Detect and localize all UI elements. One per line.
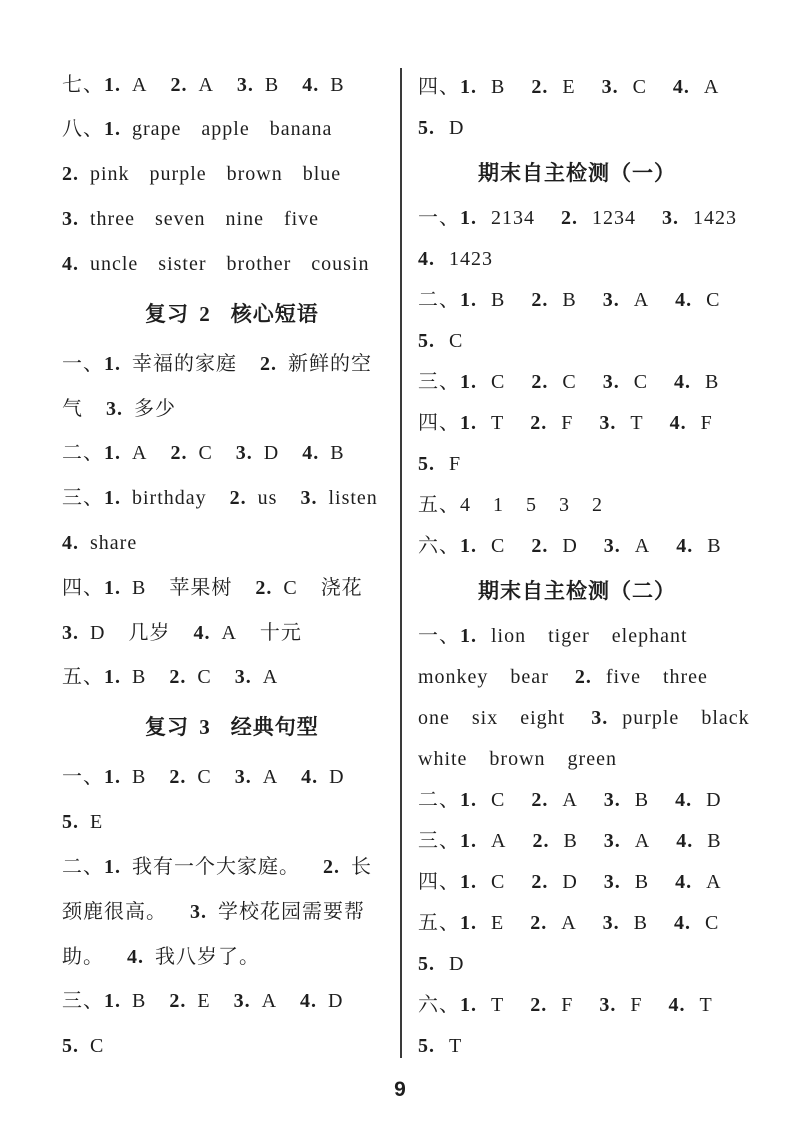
answer-text: F xyxy=(449,452,462,475)
item-number: 4. xyxy=(675,788,693,811)
section-heading xyxy=(418,567,798,616)
answer-text: B xyxy=(132,666,147,689)
answer-text: B xyxy=(132,990,147,1013)
section-heading xyxy=(62,700,398,755)
item-number: 5. xyxy=(418,452,435,475)
answer-text: monkey bear xyxy=(418,665,549,688)
answer-line xyxy=(62,979,398,1024)
answer-line xyxy=(418,780,798,821)
item-number: 3. xyxy=(62,207,79,230)
left-column xyxy=(62,63,398,1069)
item-number: 4. xyxy=(302,73,320,96)
answer-text: five three xyxy=(605,665,708,688)
answer-line xyxy=(62,431,398,476)
answer-text: 我八岁了。 xyxy=(155,945,260,968)
answer-line xyxy=(418,239,798,280)
answer-line xyxy=(62,242,398,287)
item-number: 3. xyxy=(300,487,318,510)
item-number: 2. xyxy=(260,352,277,375)
item-number: 5. xyxy=(62,811,79,834)
answer-line xyxy=(418,698,798,739)
answer-line xyxy=(62,387,398,432)
answer-line xyxy=(418,657,798,698)
item-number: 3. xyxy=(62,621,79,644)
answer-text: A xyxy=(633,288,650,311)
item-number: 3. xyxy=(603,829,621,852)
answer-text: T xyxy=(449,1034,463,1057)
answer-text: B xyxy=(705,370,720,393)
item-number: 4. xyxy=(675,288,693,311)
item-number: 3. xyxy=(106,397,123,420)
answer-text: pink purple brown blue xyxy=(90,163,342,186)
answer-text: us xyxy=(257,487,278,510)
item-number: 5. xyxy=(62,1035,79,1058)
answer-line xyxy=(418,321,798,362)
item-number: 1. xyxy=(104,118,121,141)
answer-text: 新鲜的空 xyxy=(288,352,372,375)
item-number: 1. xyxy=(460,788,477,811)
item-number: 1. xyxy=(460,870,477,893)
item-number: 4. xyxy=(127,945,144,968)
item-number: 3. xyxy=(603,788,621,811)
answer-text: C xyxy=(633,370,649,393)
answer-text: A xyxy=(703,75,720,98)
answer-text: B xyxy=(330,442,345,465)
question-label: 一、 xyxy=(62,352,104,375)
item-number: 2. xyxy=(229,487,247,510)
item-number: 2. xyxy=(531,788,549,811)
answer-text: 2134 xyxy=(491,206,535,229)
answer-line xyxy=(62,476,398,521)
item-number: 4. xyxy=(669,411,687,434)
item-number: 1. xyxy=(104,487,121,510)
item-number: 3. xyxy=(591,706,609,729)
answer-text: A xyxy=(132,73,148,96)
question-label: 三、 xyxy=(418,829,460,852)
item-number: 2. xyxy=(169,990,187,1013)
answer-text: listen xyxy=(328,487,378,510)
question-label: 一、 xyxy=(418,206,460,229)
answer-text: birthday xyxy=(132,487,207,510)
question-label: 五、 xyxy=(418,911,460,934)
item-number: 1. xyxy=(104,855,121,878)
answer-text: 苹果树 xyxy=(169,576,233,599)
item-number: 3. xyxy=(599,993,617,1016)
question-label: 六、 xyxy=(418,534,460,557)
answer-text: E xyxy=(491,911,505,934)
heading-title: 经典句型 xyxy=(230,715,319,740)
question-label: 五、 xyxy=(62,666,104,689)
item-number: 1. xyxy=(104,766,121,789)
answer-text: C xyxy=(632,75,647,98)
answer-text: D xyxy=(706,788,722,811)
answer-line xyxy=(418,444,798,485)
item-number: 1. xyxy=(460,411,477,434)
answer-line xyxy=(418,67,798,108)
answer-text: C xyxy=(705,911,720,934)
answer-line xyxy=(62,655,398,700)
answer-text: C xyxy=(706,288,721,311)
answer-text: B xyxy=(491,288,506,311)
item-number: 3. xyxy=(599,411,617,434)
answer-line xyxy=(62,611,398,656)
answer-text: share xyxy=(90,531,138,554)
answer-text: grape apple banana xyxy=(132,118,333,141)
answer-text: B xyxy=(491,75,506,98)
answer-text: one six eight xyxy=(418,706,566,729)
item-number: 3. xyxy=(602,288,620,311)
answer-line xyxy=(418,108,798,149)
answer-text: C xyxy=(491,788,506,811)
item-number: 4. xyxy=(674,370,692,393)
item-number: 1. xyxy=(104,666,121,689)
answer-text: lion tiger elephant xyxy=(491,624,688,647)
answer-text: white brown green xyxy=(418,747,617,770)
item-number: 3. xyxy=(602,370,620,393)
item-number: 1. xyxy=(460,75,477,98)
answer-text: 学校花园需要帮 xyxy=(218,900,365,923)
item-number: 2. xyxy=(531,534,549,557)
item-number: 4. xyxy=(676,534,694,557)
answer-line xyxy=(62,521,398,566)
column-divider xyxy=(400,68,402,1058)
answer-text: B xyxy=(132,766,147,789)
item-number: 2. xyxy=(530,911,548,934)
question-label: 五、 xyxy=(418,493,460,516)
answer-line xyxy=(418,198,798,239)
right-column xyxy=(418,67,798,1067)
item-number: 1. xyxy=(460,993,477,1016)
item-number: 3. xyxy=(602,911,620,934)
answer-line xyxy=(418,862,798,903)
answer-text: 颈鹿很高。 xyxy=(62,900,167,923)
answer-text: D xyxy=(329,766,345,789)
question-label: 二、 xyxy=(418,788,460,811)
answer-text: 长 xyxy=(351,855,372,878)
item-number: 4. xyxy=(193,621,211,644)
answer-text: D xyxy=(449,952,465,975)
item-number: 4. xyxy=(62,531,79,554)
answer-text: C xyxy=(491,534,506,557)
answer-text: A xyxy=(221,621,237,644)
item-number: 2. xyxy=(531,370,549,393)
answer-line xyxy=(62,755,398,800)
answer-line xyxy=(418,485,798,526)
item-number: 1. xyxy=(104,73,121,96)
answer-line xyxy=(62,890,398,935)
heading-title: 期末自主检测（二） xyxy=(478,578,676,603)
question-label: 三、 xyxy=(62,990,104,1013)
answer-text: T xyxy=(630,411,644,434)
item-number: 1. xyxy=(460,624,477,647)
answer-line xyxy=(418,616,798,657)
answer-text: C xyxy=(562,370,577,393)
item-number: 2. xyxy=(323,855,340,878)
item-number: 2. xyxy=(255,576,273,599)
answer-text: B xyxy=(562,288,577,311)
answer-line xyxy=(418,1026,798,1067)
item-number: 1. xyxy=(460,534,477,557)
answer-text: B xyxy=(132,576,147,599)
answer-text: T xyxy=(491,411,505,434)
question-label: 四、 xyxy=(418,75,460,98)
answer-text: D xyxy=(90,621,106,644)
answer-text: F xyxy=(700,411,713,434)
item-number: 2. xyxy=(169,766,187,789)
question-label: 二、 xyxy=(62,442,104,465)
item-number: 4. xyxy=(62,252,79,275)
question-label: 八、 xyxy=(62,118,104,141)
answer-line xyxy=(418,739,798,780)
item-number: 2. xyxy=(532,829,550,852)
question-label: 一、 xyxy=(418,624,460,647)
answer-text: 十元 xyxy=(259,621,302,644)
item-number: 4. xyxy=(672,75,690,98)
item-number: 4. xyxy=(668,993,686,1016)
answer-text: 1423 xyxy=(693,206,737,229)
answer-line xyxy=(418,280,798,321)
answer-text: A xyxy=(634,534,651,557)
question-label: 四、 xyxy=(62,576,104,599)
answer-text: E xyxy=(90,811,104,834)
item-number: 5. xyxy=(418,952,435,975)
answer-text: B xyxy=(707,534,722,557)
item-number: 5. xyxy=(418,329,435,352)
answer-line xyxy=(62,197,398,242)
answer-text: C xyxy=(197,666,212,689)
answer-text: C xyxy=(491,370,506,393)
answer-text: T xyxy=(491,993,505,1016)
answer-line xyxy=(62,845,398,890)
heading-title: 期末自主检测（一） xyxy=(478,160,676,185)
answer-text: A xyxy=(261,990,278,1013)
item-number: 1. xyxy=(104,990,121,1013)
item-number: 3. xyxy=(601,75,619,98)
answer-text: B xyxy=(330,73,345,96)
item-number: 3. xyxy=(233,990,251,1013)
item-number: 2. xyxy=(530,993,548,1016)
section-heading xyxy=(62,287,398,342)
answer-line xyxy=(418,403,798,444)
item-number: 1. xyxy=(460,829,477,852)
item-number: 3. xyxy=(235,442,253,465)
answer-text: B xyxy=(264,73,280,96)
answer-line xyxy=(418,362,798,403)
answer-line xyxy=(62,107,398,152)
question-label: 三、 xyxy=(418,370,460,393)
item-number: 3. xyxy=(234,766,252,789)
item-number: 4. xyxy=(301,766,319,789)
answer-text: F xyxy=(561,993,574,1016)
answer-text: A xyxy=(198,73,214,96)
answer-line xyxy=(62,342,398,387)
item-number: 1. xyxy=(104,352,121,375)
item-number: 2. xyxy=(531,75,549,98)
item-number: 2. xyxy=(62,163,79,186)
answer-text: A xyxy=(262,766,279,789)
item-number: 1. xyxy=(460,370,477,393)
question-label: 一、 xyxy=(62,766,104,789)
answer-text: F xyxy=(561,411,574,434)
answer-text: 幸福的家庭 xyxy=(132,352,237,375)
answer-text: B xyxy=(563,829,578,852)
answer-text: C xyxy=(449,329,464,352)
item-number: 2. xyxy=(170,73,188,96)
item-number: 3. xyxy=(236,73,254,96)
answer-line xyxy=(418,944,798,985)
answer-text: A xyxy=(706,870,722,893)
answer-line xyxy=(418,903,798,944)
answer-text: A xyxy=(132,442,148,465)
answer-line xyxy=(418,821,798,862)
answer-text: C xyxy=(90,1035,105,1058)
answer-text: C xyxy=(491,870,506,893)
answer-line xyxy=(62,935,398,980)
item-number: 4. xyxy=(675,870,693,893)
item-number: 5. xyxy=(418,1034,435,1057)
answer-text: B xyxy=(634,788,650,811)
answer-text: F xyxy=(630,993,643,1016)
answer-text: A xyxy=(634,829,651,852)
item-number: 2. xyxy=(530,411,548,434)
answer-text: D xyxy=(562,534,578,557)
answer-text: E xyxy=(562,75,576,98)
answer-text: purple black xyxy=(622,706,750,729)
answer-text: D xyxy=(328,990,344,1013)
item-number: 3. xyxy=(190,900,207,923)
answer-text: C xyxy=(197,766,212,789)
item-number: 2. xyxy=(574,665,592,688)
answer-text: 几岁 xyxy=(128,621,171,644)
item-number: 1. xyxy=(104,576,121,599)
answer-text: 1423 xyxy=(449,247,493,270)
heading-title: 核心短语 xyxy=(230,301,319,326)
answer-text: B xyxy=(707,829,722,852)
answer-text: 气 xyxy=(62,397,83,420)
item-number: 2. xyxy=(531,288,549,311)
answer-line xyxy=(62,566,398,611)
answer-text: A xyxy=(262,666,279,689)
item-number: 4. xyxy=(676,829,694,852)
answer-line xyxy=(62,152,398,197)
item-number: 1. xyxy=(460,288,477,311)
item-number: 4. xyxy=(418,247,435,270)
answer-text: 我有一个大家庭。 xyxy=(132,855,300,878)
question-label: 七、 xyxy=(62,73,104,96)
item-number: 3. xyxy=(662,206,679,229)
answer-line xyxy=(62,1024,398,1069)
item-number: 4. xyxy=(300,990,318,1013)
answer-text: D xyxy=(562,870,578,893)
question-label: 二、 xyxy=(62,855,104,878)
answer-line xyxy=(62,800,398,845)
answer-text: 1234 xyxy=(592,206,636,229)
item-number: 3. xyxy=(603,870,621,893)
question-label: 三、 xyxy=(62,487,104,510)
item-number: 3. xyxy=(603,534,621,557)
answer-line xyxy=(418,985,798,1026)
question-label: 二、 xyxy=(418,288,460,311)
item-number: 2. xyxy=(561,206,578,229)
answer-text: D xyxy=(449,116,465,139)
answer-text: 多少 xyxy=(134,397,176,420)
answer-text: C xyxy=(198,442,213,465)
item-number: 2. xyxy=(169,666,187,689)
answer-text: C xyxy=(283,576,298,599)
item-number: 3. xyxy=(234,666,252,689)
item-number: 1. xyxy=(104,442,121,465)
question-label: 四、 xyxy=(418,411,460,434)
answer-line xyxy=(418,526,798,567)
page-number: 9 xyxy=(394,1078,406,1101)
item-number: 1. xyxy=(460,206,477,229)
item-number: 2. xyxy=(170,442,188,465)
heading-label: 复习 3 xyxy=(145,715,211,740)
answer-text: A xyxy=(561,911,577,934)
answer-text: 助。 xyxy=(62,945,104,968)
item-number: 4. xyxy=(302,442,320,465)
item-number: 2. xyxy=(531,870,549,893)
answer-line xyxy=(62,63,398,108)
answer-text: E xyxy=(197,990,211,1013)
answer-text: uncle sister brother cousin xyxy=(90,252,370,275)
section-heading xyxy=(418,149,798,198)
answer-text: A xyxy=(491,829,507,852)
item-number: 4. xyxy=(674,911,692,934)
answer-text: A xyxy=(562,788,578,811)
answer-text: 浇花 xyxy=(320,576,363,599)
question-label: 六、 xyxy=(418,993,460,1016)
answer-text: three seven nine five xyxy=(90,207,320,230)
answer-text: 4 1 5 3 2 xyxy=(460,493,603,516)
answer-text: B xyxy=(633,911,649,934)
item-number: 1. xyxy=(460,911,477,934)
question-label: 四、 xyxy=(418,870,460,893)
answer-text: T xyxy=(699,993,713,1016)
answer-text: D xyxy=(263,442,280,465)
answer-text: B xyxy=(634,870,650,893)
item-number: 5. xyxy=(418,116,435,139)
heading-label: 复习 2 xyxy=(145,301,211,326)
